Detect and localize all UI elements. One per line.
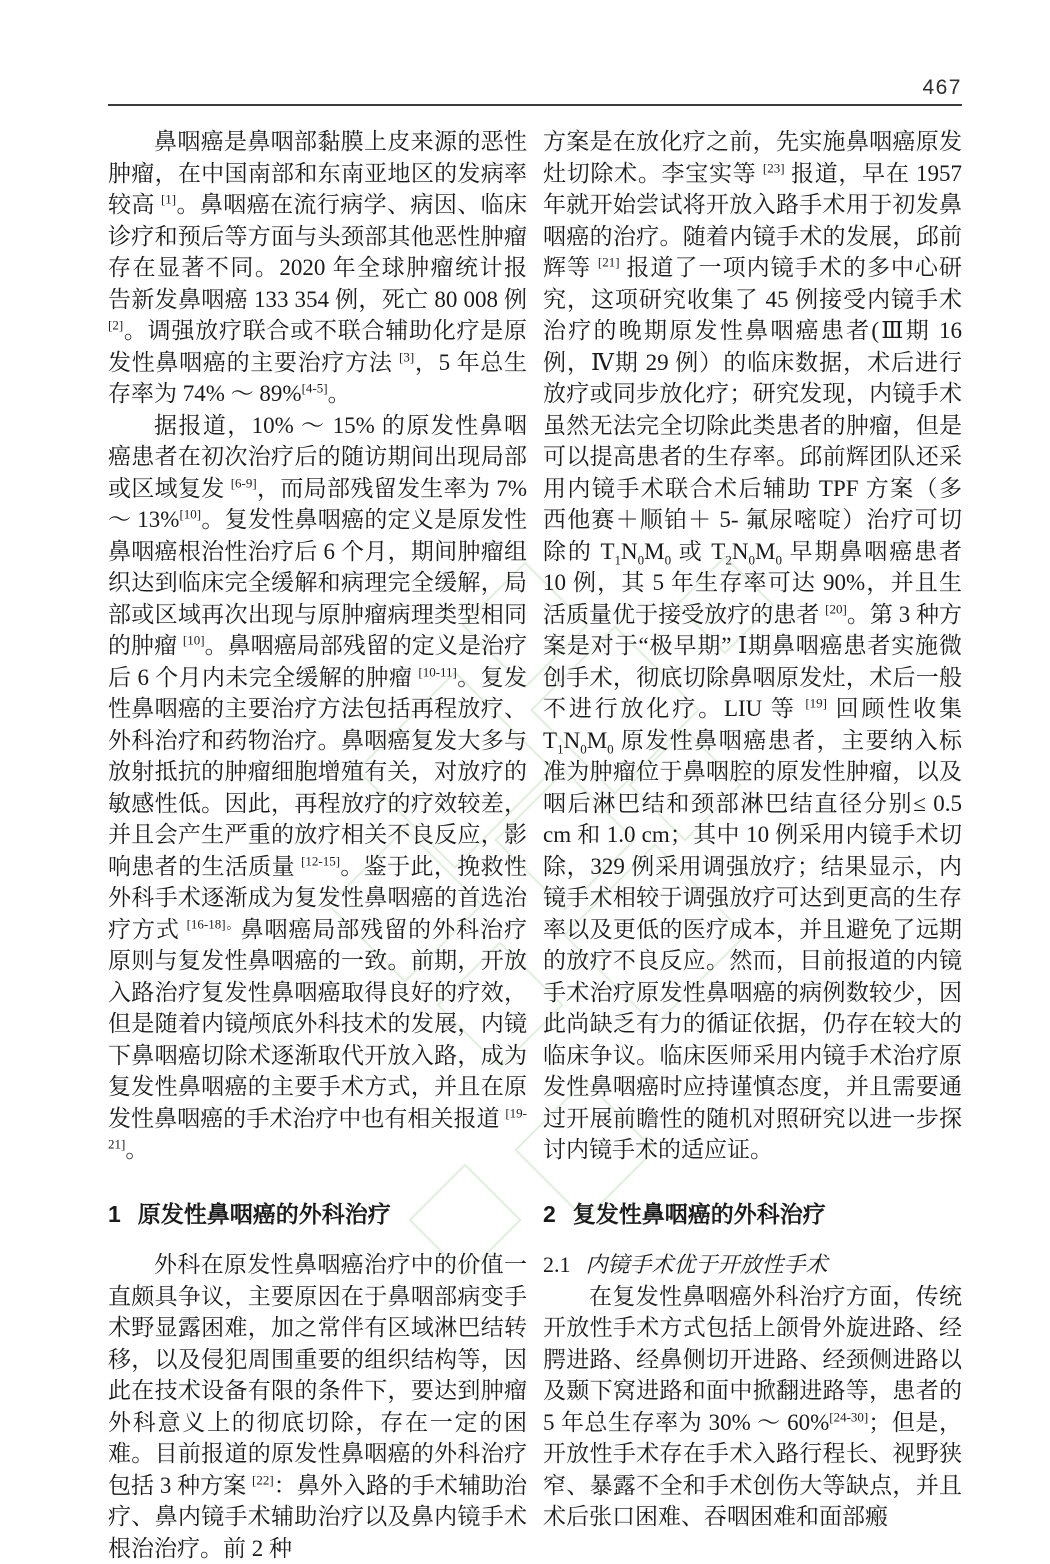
subscript: 1: [614, 552, 622, 568]
text-run: N: [621, 538, 638, 564]
paragraph-intro-epidemiology: [108, 126, 527, 410]
citation-ref: [23]: [762, 159, 785, 175]
text-run: 早期鼻咽癌患者 10 例，其 5 年生存率可达 90%，并且生活质量优于接受放疗的患者: [543, 538, 962, 627]
section-title: 复发性鼻咽癌的外科治疗: [572, 1200, 826, 1227]
text-run: 。鼻咽癌局部残留的定义是治疗后 6 个月内未完全缓解的肿瘤: [108, 633, 528, 690]
citation-ref: [10]: [179, 506, 202, 522]
citation-ref: [16-18]。: [186, 915, 241, 931]
text-run: ，而局部残留发生率为 7% ～ 13%: [108, 475, 527, 532]
paragraph-recurrent-surgery: [543, 1281, 962, 1533]
text-run: 。复发性鼻咽癌的定义是原发性鼻咽癌根治性治疗后 6 个月，期间肿瘤组织达到临床完全缓解和病理完全缓解，局部或区域再次出现与原肿瘤病理类型相同的肿瘤: [108, 507, 527, 658]
section-number: 2: [543, 1200, 556, 1227]
text-run: ；但是，开放性手术存在手术入路行程长、视野狭窄、暴露不全和手术创伤大等缺点，并且术后张口困难、吞咽困难和面部瘢: [543, 1409, 963, 1529]
right-column: [543, 126, 962, 1564]
citation-ref: [3]: [399, 348, 415, 364]
page-number: 467: [922, 76, 962, 99]
citation-ref: [19]: [805, 695, 827, 711]
text-run: 报道，早在 1957 年就开始尝试将开放入路手术用于初发鼻咽癌的治疗。随着内镜手术的发展，邱前辉等: [543, 160, 963, 280]
citation-ref: [10]: [182, 632, 205, 648]
subscript: 1: [557, 741, 564, 757]
subscript: 0: [664, 552, 672, 568]
text-run: 。: [327, 381, 351, 406]
citation-ref: [19-21]: [108, 1104, 527, 1152]
section-heading-2: [543, 1199, 962, 1231]
section-number: 1: [108, 1200, 121, 1227]
section-title: 原发性鼻咽癌的外科治疗: [137, 1200, 391, 1227]
text-run: N: [563, 727, 581, 753]
subsection-title: 内镜手术优于开放性手术: [585, 1252, 828, 1277]
subscript: 0: [748, 552, 755, 568]
text-run: ：鼻外入路的手术辅助治疗、鼻内镜手术辅助治疗以及鼻内镜手术根治治疗。前 2 种: [108, 1472, 528, 1561]
paragraph-primary-surgery: [108, 1249, 527, 1564]
text-run: 或 T: [671, 538, 726, 564]
text-run: 。第 3 种方案是对于“极早期” Ⅰ期鼻咽癌患者实施微创手术，彻底切除鼻咽原发灶，术后一般不进行放化疗。LIU 等: [543, 601, 963, 721]
citation-ref: [22]: [252, 1471, 274, 1487]
section-heading-1: [108, 1199, 527, 1231]
header-rule: [108, 104, 962, 106]
paragraph-primary-surgery-continued: [543, 126, 962, 1166]
text-run: M: [644, 538, 665, 564]
text-run: M: [754, 538, 776, 564]
citation-ref: [6-9]: [230, 474, 257, 490]
left-column: [108, 126, 527, 1564]
citation-ref: [24-30]: [829, 1408, 869, 1424]
subsection-number: 2.1: [543, 1252, 571, 1277]
subscript: 0: [637, 552, 645, 568]
text-run: N: [731, 538, 749, 564]
text-run: 原发性鼻咽癌患者，主要纳入标准为肿瘤位于鼻咽腔的原发性肿瘤，以及咽后淋巴结和颈部淋巴结直径分别≤ 0.5 cm 和 1.0 cm；其中 10 例采用内镜手术切除，329 例采用调强放疗；结果显示，内镜手术相较于调强放疗可达到更高的生存率以及更低的医疗成本，并且避免了远期的放疗不良反应。然而，目前报道的内镜手术治疗原发性鼻咽癌的病例数较少，因此尚缺乏有力的循证依据，仍存在较大的临床争议。临床医师采用内镜手术治疗原发性鼻咽癌时应持谨慎态度，并且需要通过开展前瞻性的随机对照研究以进一步探讨内镜手术的适应证。: [543, 727, 962, 1162]
text-run: 据报道，10% ～ 15% 的原发性鼻咽癌患者在初次治疗后的随访期间出现局部或区域复发: [108, 412, 527, 501]
subscript: 0: [607, 741, 614, 757]
text-run: 。复发性鼻咽癌的主要治疗方法包括再程放疗、外科治疗和药物治疗。鼻咽癌复发大多与放射抵抗的肿瘤细胞增殖有关，对放疗的敏感性低。因此，再程放疗的疗效较差，并且会产生严重的放疗相关不良反应，影响患者的生活质量: [108, 664, 528, 879]
citation-ref: [1]: [160, 191, 177, 207]
citation-ref: [10-11]: [418, 663, 457, 679]
text-run: ，5 年总生存率为 74% ～ 89%: [108, 349, 528, 406]
subscript: 0: [775, 552, 782, 568]
text-run: 方案是在放化疗之前，先实施鼻咽癌原发灶切除术。李宝实等: [543, 129, 962, 186]
subscript: 0: [580, 741, 587, 757]
subsection-heading-2-1: [543, 1249, 962, 1281]
paragraph-recurrence-definition: [108, 410, 527, 1166]
subscript: 2: [725, 552, 732, 568]
text-run: 回顾性收集 T: [543, 696, 963, 753]
text-run: 在复发性鼻咽癌外科治疗方面，传统开放性手术方式包括上颌骨外旋进路、经腭进路、经鼻侧切开进路、经颈侧进路以及颞下窝进路和面中掀翻进路等，患者的 5 年总生存率为 30% ～ 60%: [543, 1283, 962, 1435]
text-run: 。调强放疗联合或不联合辅助化疗是原发性鼻咽癌的主要治疗方法: [108, 318, 527, 375]
text-run: M: [586, 727, 608, 753]
article-body: [108, 126, 962, 1564]
text-run: 鼻咽癌是鼻咽部黏膜上皮来源的恶性肿瘤，在中国南部和东南亚地区的发病率较高: [108, 129, 527, 217]
text-run: 。: [125, 1137, 149, 1162]
citation-ref: [20]: [825, 600, 847, 616]
text-run: 报道了一项内镜手术的多中心研究，这项研究收集了 45 例接受内镜手术治疗的晚期原发性鼻咽癌患者(Ⅲ期 16 例，Ⅳ期 29 例）的临床数据，术后进行放疗或同步放化疗；研究发现，内镜手术虽然无法完全切除此类患者的肿瘤，但是可以提高患者的生存率。邱前辉团队还采用内镜手术联合术后辅助 TPF 方案（多西他赛＋顺铂＋ 5- 氟尿嘧啶）治疗可切除的 T: [543, 255, 963, 564]
citation-ref: [2]: [108, 317, 124, 333]
text-run: 。鼻咽癌在流行病学、病因、临床诊疗和预后等方面与头颈部其他恶性肿瘤存在显著不同。2020 年全球肿瘤统计报告新发鼻咽癌 133 354 例，死亡 80 008 例: [108, 192, 528, 312]
citation-ref: [4-5]: [301, 380, 328, 396]
citation-ref: [21]: [597, 254, 620, 270]
text-run: 外科在原发性鼻咽癌治疗中的价值一直颇具争议，主要原因在于鼻咽部病变手术野显露困难，加之常伴有区域淋巴结转移，以及侵犯周围重要的组织结构等，因此在技术设备有限的条件下，要达到肿瘤外科意义上的彻底切除，存在一定的困难。目前报道的原发性鼻咽癌的外科治疗包括 3 种方案: [108, 1252, 527, 1498]
text-run: 鼻咽癌局部残留的外科治疗原则与复发性鼻咽癌的一致。前期，开放入路治疗复发性鼻咽癌取得良好的疗效，但是随着内镜颅底外科技术的发展，内镜下鼻咽癌切除术逐渐取代开放入路，成为复发性鼻咽癌的主要手术方式，并且在原发性鼻咽癌的手术治疗中也有相关报道: [108, 916, 527, 1131]
text-run: 。鉴于此，挽救性外科手术逐渐成为复发性鼻咽癌的首选治疗方式: [108, 853, 528, 942]
citation-ref: [12-15]: [301, 852, 341, 868]
